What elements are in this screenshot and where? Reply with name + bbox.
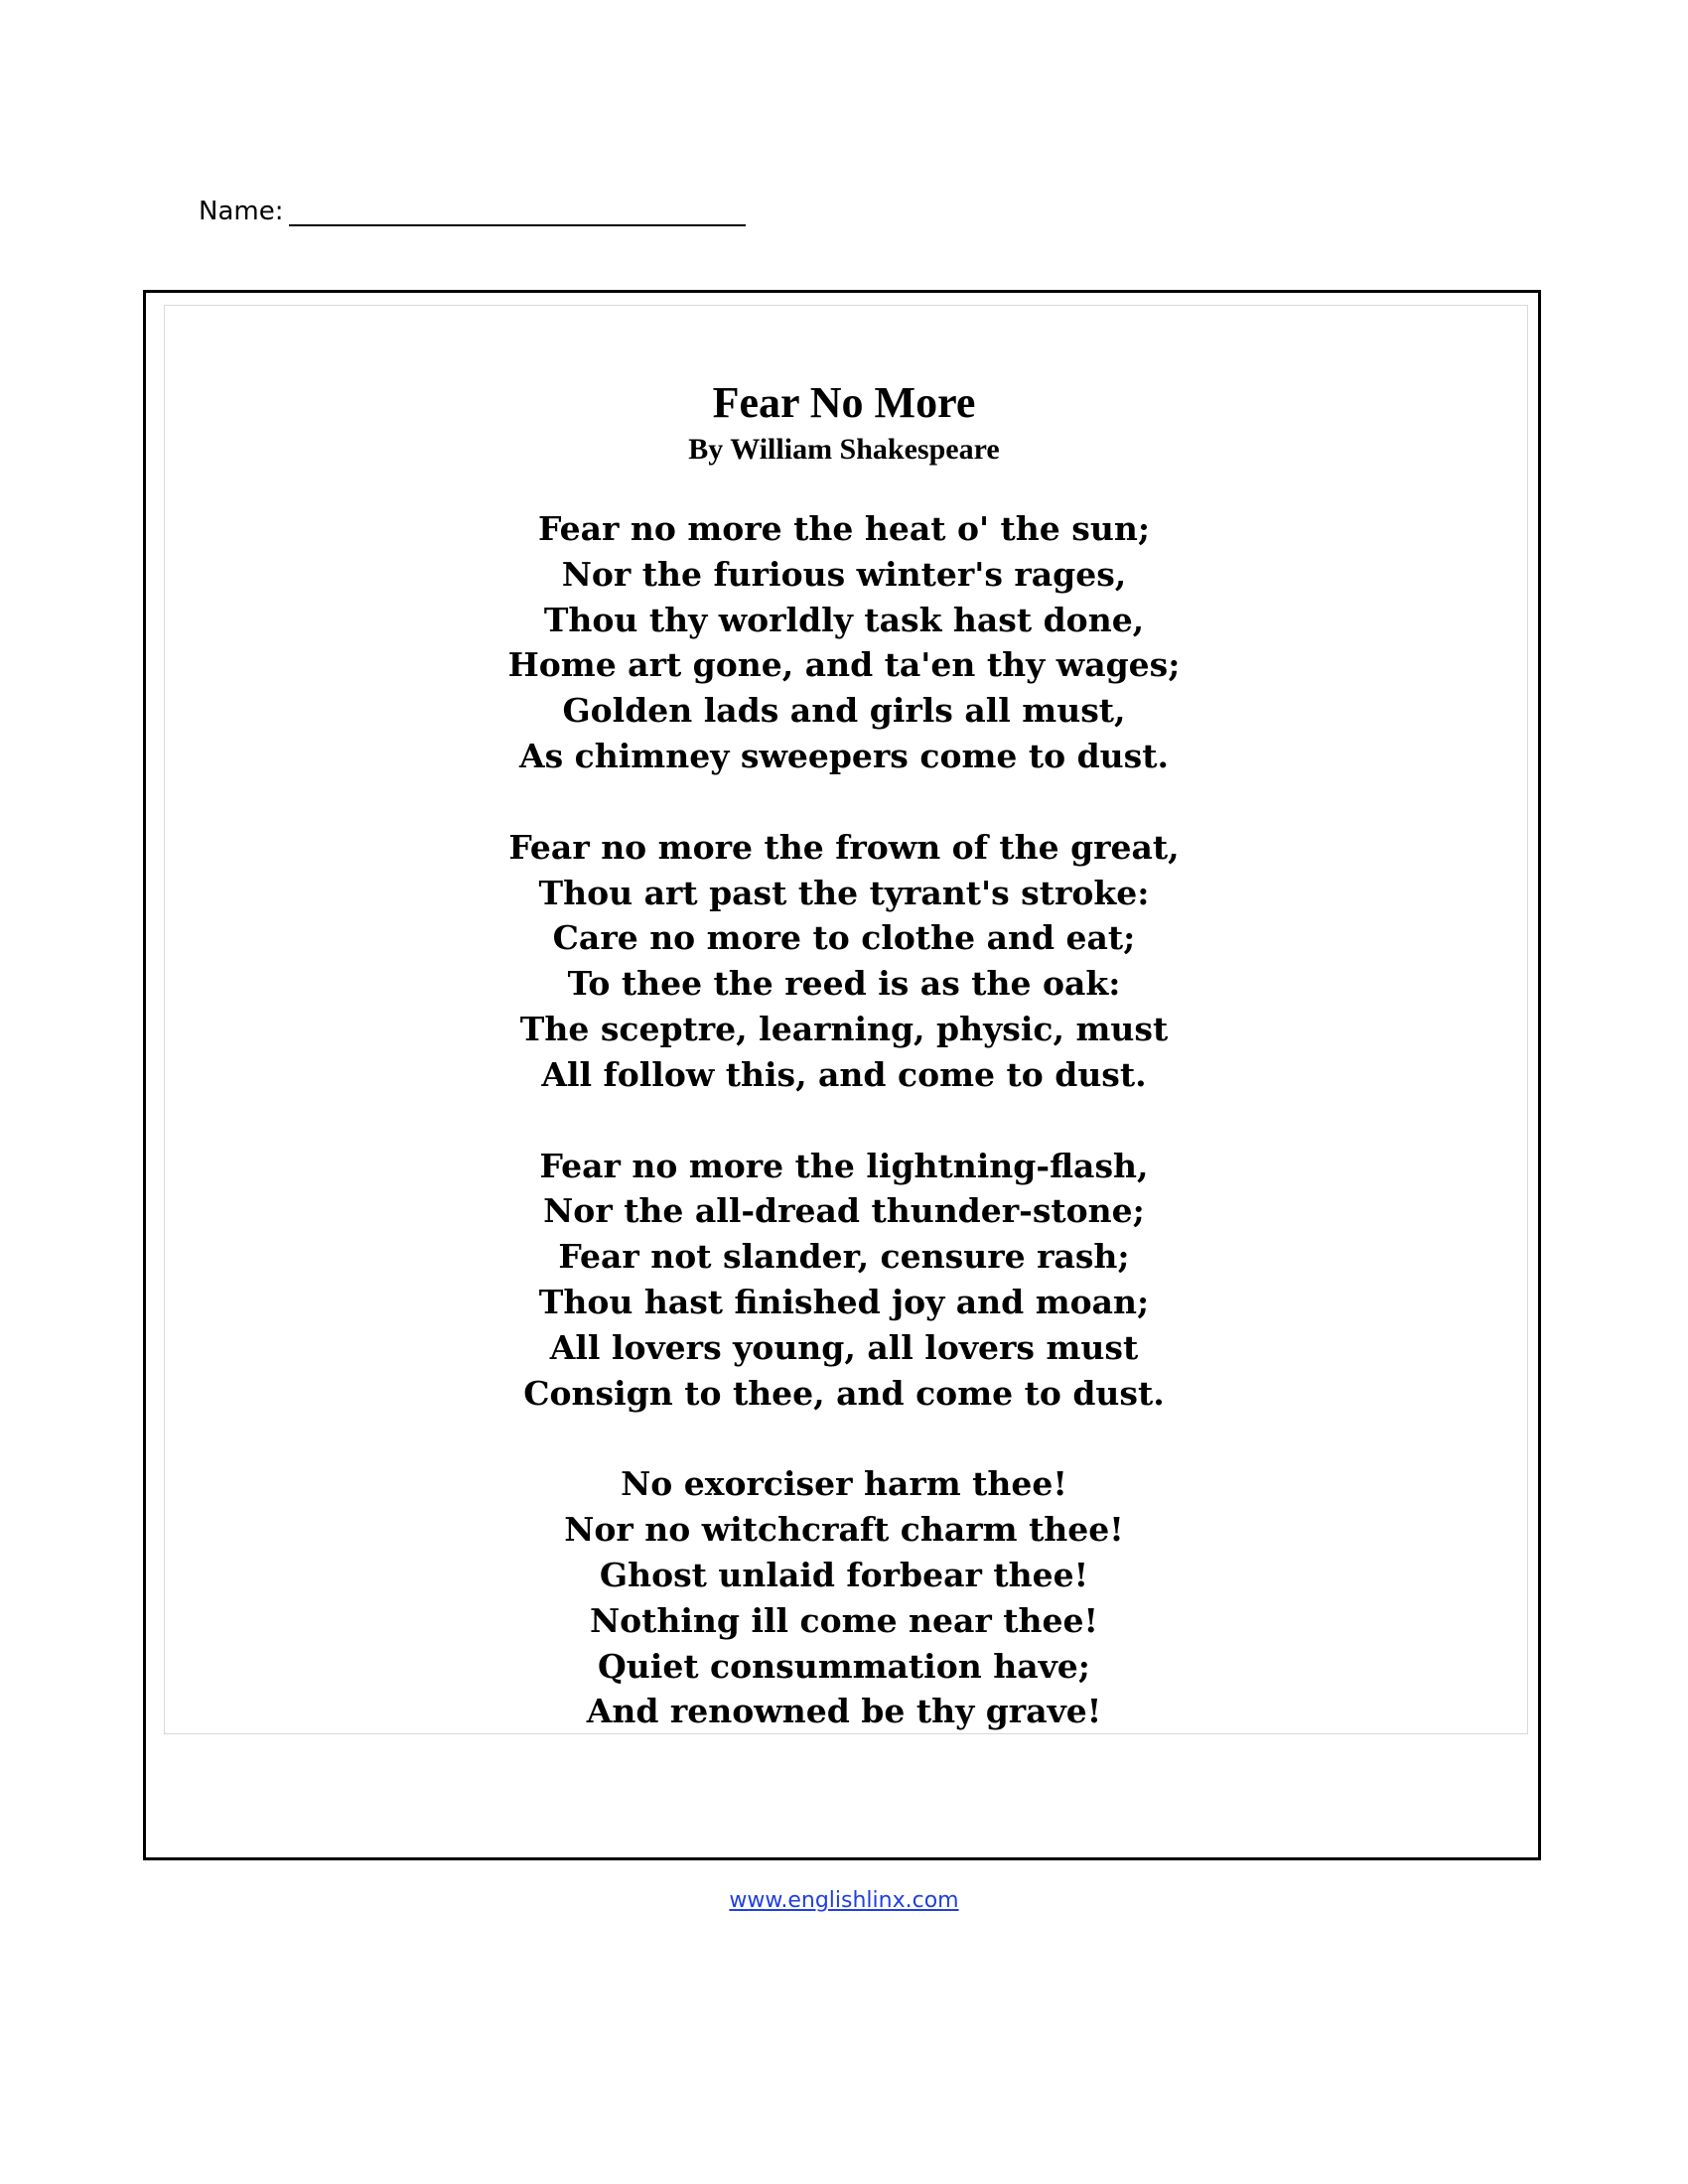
stanza-4 [0, 1461, 1688, 1734]
poem-line: Quiet consummation have; [598, 1646, 1090, 1686]
name-blank-line[interactable] [289, 197, 746, 226]
poem-line: Ghost unlaid forbear thee! [599, 1555, 1089, 1594]
website-link[interactable]: www.englishlinx.com [729, 1888, 959, 1913]
poem-line: Nothing ill come near thee! [589, 1600, 1099, 1640]
poem-author: By William Shakespeare [688, 433, 1000, 466]
poem-line: Consign to thee, and come to dust. [523, 1373, 1165, 1413]
poem-line: All lovers young, all lovers must [549, 1327, 1139, 1367]
poem-line: Golden lads and girls all must, [562, 691, 1126, 731]
poem-line: Nor the furious winter's rages, [561, 554, 1127, 594]
poem-line: Nor the all-dread thunder-stone; [543, 1191, 1145, 1231]
poem-line: Care no more to clothe and eat; [552, 918, 1136, 958]
poem-line: The sceptre, learning, physic, must [519, 1009, 1169, 1048]
poem-line: As chimney sweepers come to dust. [519, 736, 1169, 775]
poem-line: To thee the reed is as the oak: [567, 964, 1121, 1004]
name-label: Name: [199, 197, 284, 226]
poem-line: Thou hast finished joy and moan; [538, 1282, 1150, 1321]
poem-line: Nor no witchcraft charm thee! [564, 1510, 1124, 1550]
poem-line: Thou art past the tyrant's stroke: [538, 873, 1150, 912]
name-field-row [199, 197, 746, 226]
poem-title: Fear No More [712, 378, 976, 427]
poem-line: Fear no more the heat o' the sun; [537, 509, 1151, 548]
poem-line: Fear not slander, censure rash; [558, 1237, 1130, 1277]
poem-line: And renowned be thy grave! [586, 1692, 1102, 1731]
poem-body [0, 506, 1688, 1780]
poem-line: Thou thy worldly task hast done, [543, 600, 1145, 639]
poem-line: Home art gone, and ta'en thy wages; [507, 645, 1181, 685]
stanza-3 [0, 1144, 1688, 1417]
poem-line: Fear no more the frown of the great, [508, 827, 1180, 867]
poem-line: Fear no more the lightning-flash, [539, 1146, 1149, 1185]
poem-line: All follow this, and come to dust. [541, 1054, 1147, 1094]
stanza-2 [0, 825, 1688, 1098]
stanza-1 [0, 506, 1688, 779]
poem-line: No exorciser harm thee! [621, 1464, 1067, 1504]
